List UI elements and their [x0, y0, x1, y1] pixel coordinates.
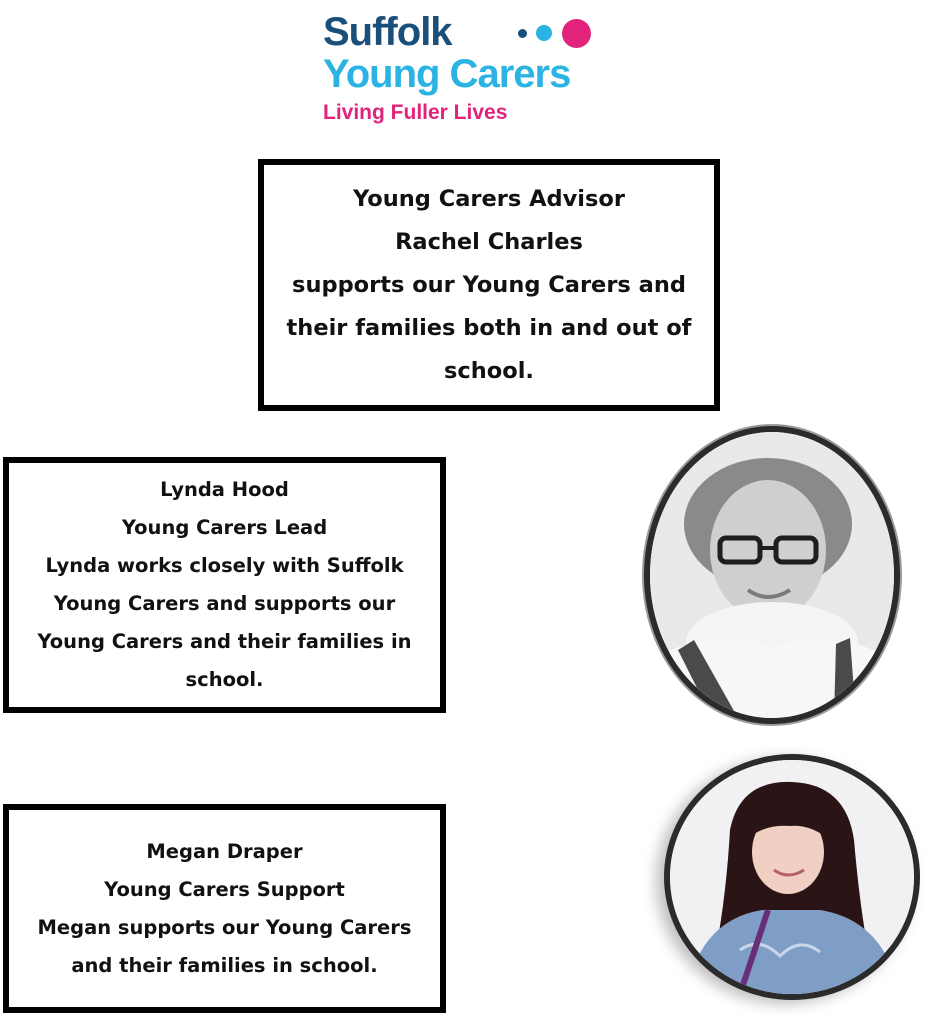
lead-description-line: Young Carers and their families in: [37, 630, 412, 653]
logo-line-suffolk: Suffolk: [323, 10, 452, 54]
support-description-line: Megan supports our Young Carers: [37, 915, 412, 939]
support-info-box: [3, 804, 446, 1013]
logo-dots-icon: [518, 18, 598, 50]
lynda-hood-photo: [644, 426, 900, 724]
suffolk-young-carers-logo: [320, 10, 610, 128]
lead-description-line: Lynda works closely with Suffolk: [45, 554, 404, 577]
support-description-line: and their families in school.: [71, 953, 378, 977]
advisor-info-box: [258, 159, 720, 411]
support-role: Young Carers Support: [104, 877, 345, 901]
advisor-description-line: school.: [444, 357, 534, 384]
advisor-description-line: their families both in and out of: [286, 314, 692, 341]
portrait-illustration: [650, 432, 894, 718]
advisor-description-line: supports our Young Carers and: [292, 271, 686, 298]
lead-role: Young Carers Lead: [121, 516, 328, 539]
logo-dot-pink: [562, 19, 591, 48]
logo-dot-navy: [518, 29, 527, 38]
logo-tagline: Living Fuller Lives: [323, 101, 508, 124]
advisor-role: Young Carers Advisor: [353, 185, 625, 212]
lead-name: Lynda Hood: [160, 478, 289, 501]
logo-line-young-carers: Young Carers: [323, 52, 571, 96]
lead-info-box: [3, 457, 446, 713]
lead-description-line: Young Carers and supports our: [53, 592, 396, 615]
lead-description-line: school.: [185, 668, 264, 691]
portrait-illustration: [670, 760, 914, 994]
support-name: Megan Draper: [146, 839, 303, 863]
advisor-name: Rachel Charles: [395, 228, 583, 255]
logo-dot-cyan: [536, 25, 552, 41]
megan-draper-photo: [664, 754, 920, 1000]
